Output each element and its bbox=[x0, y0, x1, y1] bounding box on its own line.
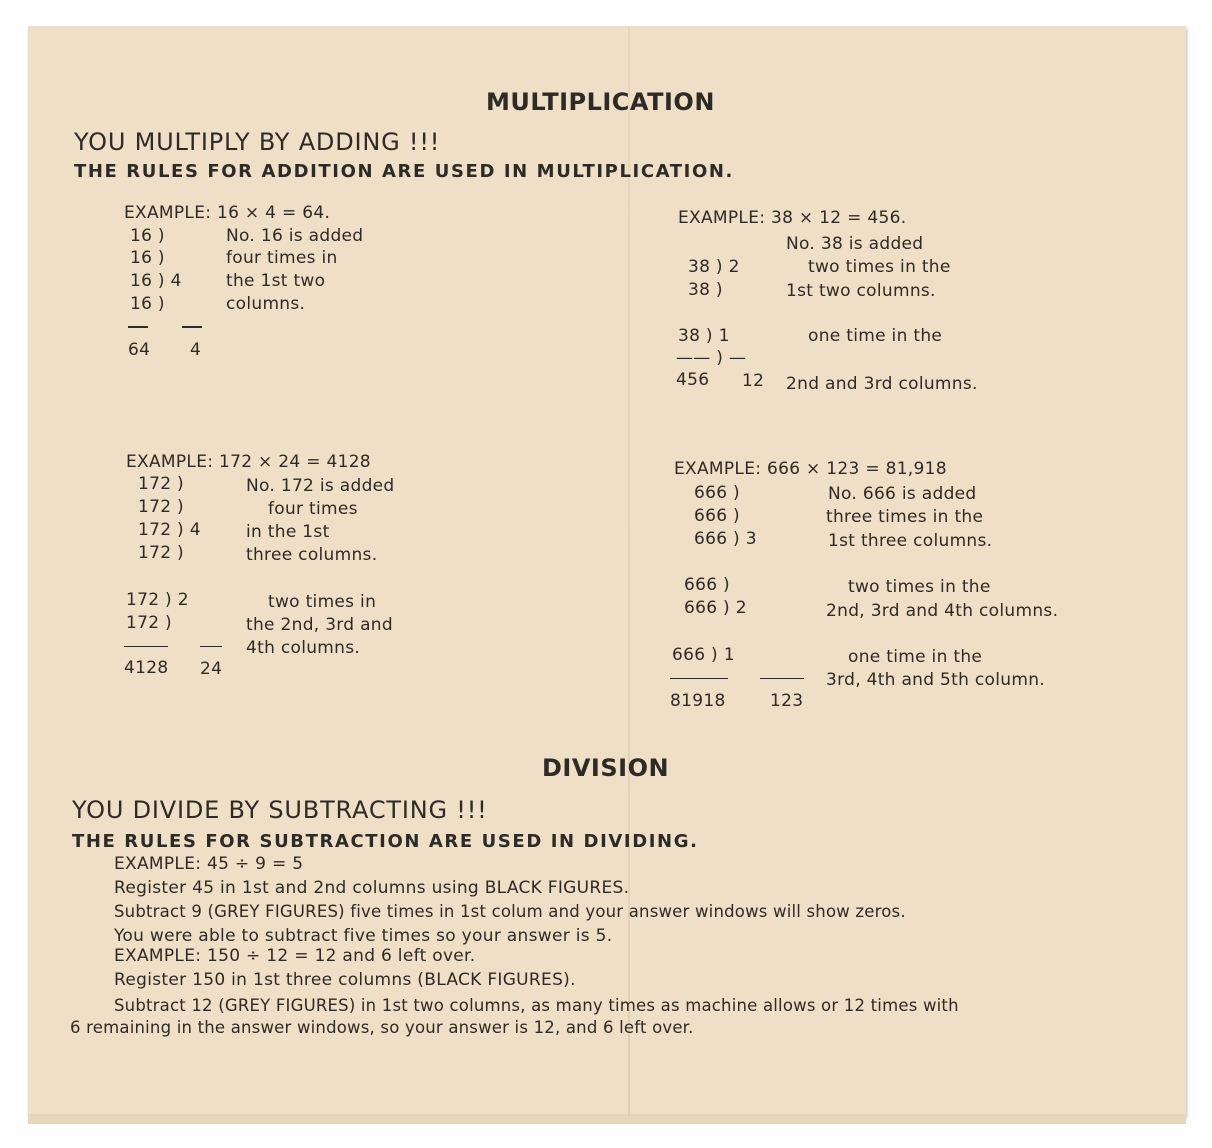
sum-line bbox=[124, 646, 168, 647]
example4-row: 666 ) bbox=[694, 506, 740, 526]
example4-row: 666 ) 3 bbox=[694, 529, 757, 549]
example4-row: 666 ) 1 bbox=[672, 645, 735, 665]
example2-text: No. 38 is added bbox=[786, 234, 924, 254]
example1-row: 16 ) bbox=[130, 248, 165, 268]
example1-text: No. 16 is added bbox=[226, 226, 364, 246]
division-line: Subtract 12 (GREY FIGURES) in 1st two columns, as many times as machine allows or 12 times with bbox=[114, 996, 959, 1015]
example4-result: 81918 bbox=[670, 691, 726, 711]
example1-result: 64 bbox=[128, 340, 151, 360]
division-line: 6 remaining in the answer windows, so your answer is 12, and 6 left over. bbox=[70, 1018, 694, 1037]
example3-text: the 2nd, 3rd and bbox=[246, 615, 393, 635]
sum-line bbox=[182, 326, 202, 328]
example2-result: 456 bbox=[676, 370, 710, 390]
example3-text: four times bbox=[268, 499, 358, 519]
division-line: Register 45 in 1st and 2nd columns using BLACK FIGURES. bbox=[114, 878, 630, 898]
division-rule: THE RULES FOR SUBTRACTION ARE USED IN DIVIDING. bbox=[72, 831, 699, 852]
division-line: Subtract 9 (GREY FIGURES) five times in 1st colum and your answer windows will show zeros. bbox=[114, 902, 906, 921]
example2-text: 2nd and 3rd columns. bbox=[786, 374, 978, 394]
example4-text: 3rd, 4th and 5th column. bbox=[826, 670, 1045, 690]
example3-row: 172 ) bbox=[126, 613, 172, 633]
example2-text: 1st two columns. bbox=[786, 281, 936, 301]
example4-answer: 123 bbox=[770, 691, 804, 711]
example4-row: 666 ) 2 bbox=[684, 598, 747, 618]
division-line: You were able to subtract five times so your answer is 5. bbox=[114, 926, 613, 946]
example3-answer: 24 bbox=[200, 659, 223, 679]
example1-row: 16 ) bbox=[130, 226, 165, 246]
division-line: Register 150 in 1st three columns (BLACK FIGURES). bbox=[114, 970, 576, 990]
division-line: EXAMPLE: 45 ÷ 9 = 5 bbox=[114, 854, 304, 874]
sum-line bbox=[670, 678, 728, 679]
division-subtitle: YOU DIVIDE BY SUBTRACTING !!! bbox=[72, 796, 488, 824]
example1-text: four times in bbox=[226, 248, 338, 268]
example4-text: 1st three columns. bbox=[828, 531, 993, 551]
multiplication-rule: THE RULES FOR ADDITION ARE USED IN MULTIPLICATION. bbox=[74, 161, 734, 182]
example4-row: 666 ) bbox=[684, 575, 730, 595]
example4-text: two times in the bbox=[848, 577, 991, 597]
example2-row: 38 ) bbox=[688, 280, 723, 300]
example2-row: 38 ) 2 bbox=[688, 257, 740, 277]
example1-text: columns. bbox=[226, 294, 306, 314]
example3-text: three columns. bbox=[246, 545, 378, 565]
example4-text: 2nd, 3rd and 4th columns. bbox=[826, 601, 1059, 621]
division-title: DIVISION bbox=[542, 754, 670, 782]
example2-answer: 12 bbox=[742, 371, 765, 391]
example4-row: 666 ) bbox=[694, 483, 740, 503]
example3-text: 4th columns. bbox=[246, 638, 361, 658]
example4-text: No. 666 is added bbox=[828, 484, 977, 504]
example1-row: 16 ) bbox=[130, 294, 165, 314]
division-line: EXAMPLE: 150 ÷ 12 = 12 and 6 left over. bbox=[114, 946, 476, 966]
example3-heading: EXAMPLE: 172 × 24 = 4128 bbox=[126, 452, 371, 472]
example3-text: two times in bbox=[268, 592, 377, 612]
example3-row: 172 ) bbox=[138, 497, 184, 517]
example4-text: one time in the bbox=[848, 647, 983, 667]
example3-row: 172 ) bbox=[138, 474, 184, 494]
example2-rule-row: —— ) — bbox=[676, 348, 747, 368]
multiplication-subtitle: YOU MULTIPLY BY ADDING !!! bbox=[74, 128, 441, 156]
example3-row: 172 ) 2 bbox=[126, 590, 189, 610]
example2-text: one time in the bbox=[808, 326, 943, 346]
sum-line bbox=[200, 646, 222, 647]
example2-heading: EXAMPLE: 38 × 12 = 456. bbox=[678, 208, 907, 228]
example1-text: the 1st two bbox=[226, 271, 326, 291]
example4-text: three times in the bbox=[826, 507, 984, 527]
example2-text: two times in the bbox=[808, 257, 951, 277]
sum-line bbox=[128, 326, 148, 328]
example3-row: 172 ) 4 bbox=[138, 520, 201, 540]
example4-heading: EXAMPLE: 666 × 123 = 81,918 bbox=[674, 459, 947, 479]
example1-heading: EXAMPLE: 16 × 4 = 64. bbox=[124, 203, 331, 223]
example1-row: 16 ) 4 bbox=[130, 271, 182, 291]
example3-result: 4128 bbox=[124, 658, 169, 678]
example3-text: in the 1st bbox=[246, 522, 330, 542]
multiplication-title: MULTIPLICATION bbox=[486, 88, 715, 116]
paper-fold bbox=[628, 26, 630, 1116]
example1-answer: 4 bbox=[190, 340, 202, 360]
example3-text: No. 172 is added bbox=[246, 476, 395, 496]
example2-row: 38 ) 1 bbox=[678, 326, 730, 346]
example3-row: 172 ) bbox=[138, 543, 184, 563]
sum-line bbox=[760, 678, 804, 679]
